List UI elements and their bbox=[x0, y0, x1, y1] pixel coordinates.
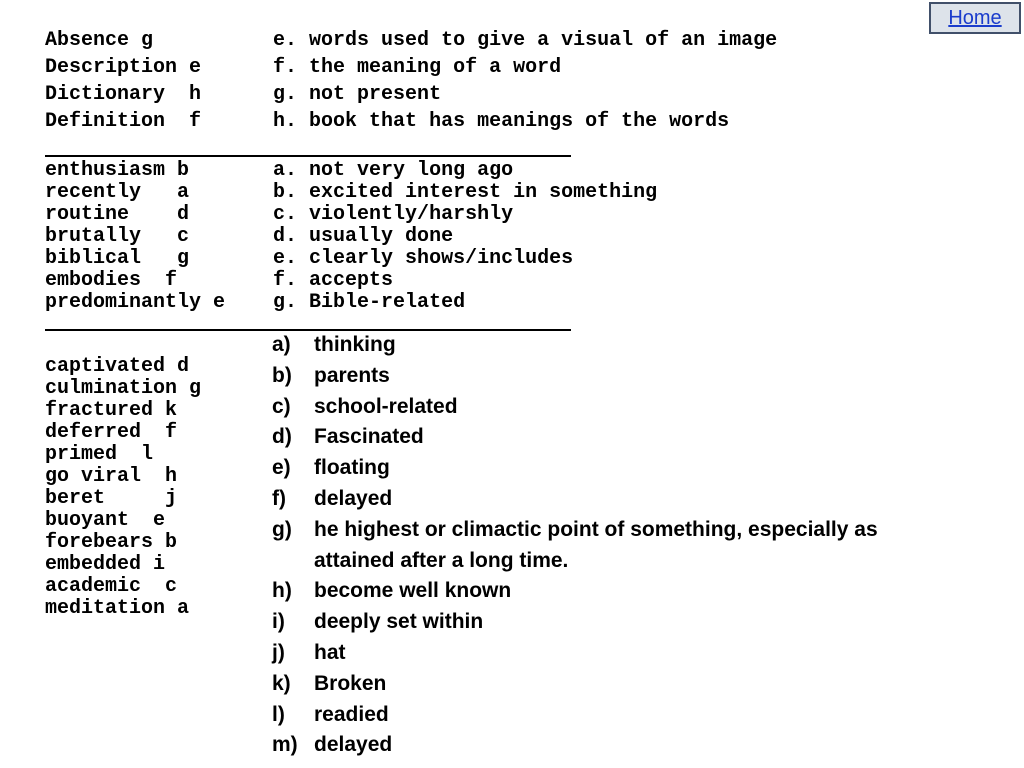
definition-letter: f) bbox=[272, 486, 286, 510]
definition-item bbox=[272, 515, 922, 577]
definition-text: become well known bbox=[314, 579, 512, 603]
definition-letter: h) bbox=[272, 579, 292, 603]
definition-item bbox=[272, 422, 922, 453]
vocab-word: embedded i bbox=[45, 553, 166, 576]
section1-row: Definition f h. book that has meanings of the words bbox=[45, 110, 730, 133]
section2-row: embodies f f. accepts bbox=[45, 269, 394, 292]
section3-definition-list bbox=[272, 330, 922, 761]
definition-text: hat bbox=[314, 640, 346, 664]
section2-row: biblical g e. clearly shows/includes bbox=[45, 247, 574, 270]
definition-letter: c) bbox=[272, 394, 291, 418]
definition-item bbox=[272, 361, 922, 392]
vocab-word: fractured k bbox=[45, 399, 178, 422]
section3-word-list bbox=[45, 356, 201, 620]
section1-row: Description e f. the meaning of a word bbox=[45, 56, 562, 79]
definition-letter: m) bbox=[272, 733, 298, 757]
home-link[interactable]: Home bbox=[948, 6, 1002, 29]
home-button[interactable] bbox=[929, 2, 1021, 34]
definition-letter: l) bbox=[272, 702, 285, 726]
definition-letter: k) bbox=[272, 671, 291, 695]
vocab-word: forebears b bbox=[45, 531, 178, 554]
vocab-word: culmination g bbox=[45, 377, 202, 400]
definition-letter: e) bbox=[272, 456, 291, 480]
definition-text: readied bbox=[314, 702, 389, 726]
vocab-word: buoyant e bbox=[45, 509, 166, 532]
section2-list bbox=[45, 160, 657, 314]
definition-text: floating bbox=[314, 456, 390, 480]
definition-letter: b) bbox=[272, 363, 292, 387]
definition-item bbox=[272, 638, 922, 669]
definition-text: he highest or climactic point of something, especially as attained after a long time. bbox=[314, 517, 878, 572]
definition-item bbox=[272, 392, 922, 423]
definition-text: Broken bbox=[314, 671, 387, 695]
definition-item bbox=[272, 607, 922, 638]
definition-item bbox=[272, 453, 922, 484]
definition-text: deeply set within bbox=[314, 610, 484, 634]
vocab-word: beret j bbox=[45, 487, 178, 510]
vocab-word: primed l bbox=[45, 443, 154, 466]
section2-row: routine d c. violently/harshly bbox=[45, 203, 514, 226]
vocab-word: meditation a bbox=[45, 597, 190, 620]
definition-item bbox=[272, 330, 922, 361]
vocab-word: deferred f bbox=[45, 421, 178, 444]
section2-row: recently a b. excited interest in something bbox=[45, 181, 658, 204]
definition-item bbox=[272, 484, 922, 515]
section2-row: predominantly e g. Bible-related bbox=[45, 291, 466, 314]
definition-letter: j) bbox=[272, 640, 285, 664]
vocab-word: go viral h bbox=[45, 465, 178, 488]
definition-item bbox=[272, 669, 922, 700]
definition-text: delayed bbox=[314, 733, 393, 757]
definition-item bbox=[272, 700, 922, 731]
definition-text: parents bbox=[314, 363, 390, 387]
definition-letter: d) bbox=[272, 425, 292, 449]
vocab-word: academic c bbox=[45, 575, 178, 598]
definition-text: Fascinated bbox=[314, 425, 424, 449]
section1-row: Absence g e. words used to give a visual of an image bbox=[45, 29, 778, 52]
section2-row: brutally c d. usually done bbox=[45, 225, 454, 248]
definition-text: school-related bbox=[314, 394, 458, 418]
definition-text: delayed bbox=[314, 486, 393, 510]
definition-letter: a) bbox=[272, 333, 291, 356]
section1-list bbox=[45, 27, 777, 135]
definition-text: thinking bbox=[314, 333, 396, 356]
section2-row: enthusiasm b a. not very long ago bbox=[45, 159, 514, 182]
definition-letter: g) bbox=[272, 517, 292, 541]
definition-item bbox=[272, 576, 922, 607]
definition-item bbox=[272, 730, 922, 761]
section1-row: Dictionary h g. not present bbox=[45, 83, 442, 106]
divider-rule bbox=[45, 155, 571, 157]
vocab-word: captivated d bbox=[45, 355, 190, 378]
definition-letter: i) bbox=[272, 610, 285, 634]
